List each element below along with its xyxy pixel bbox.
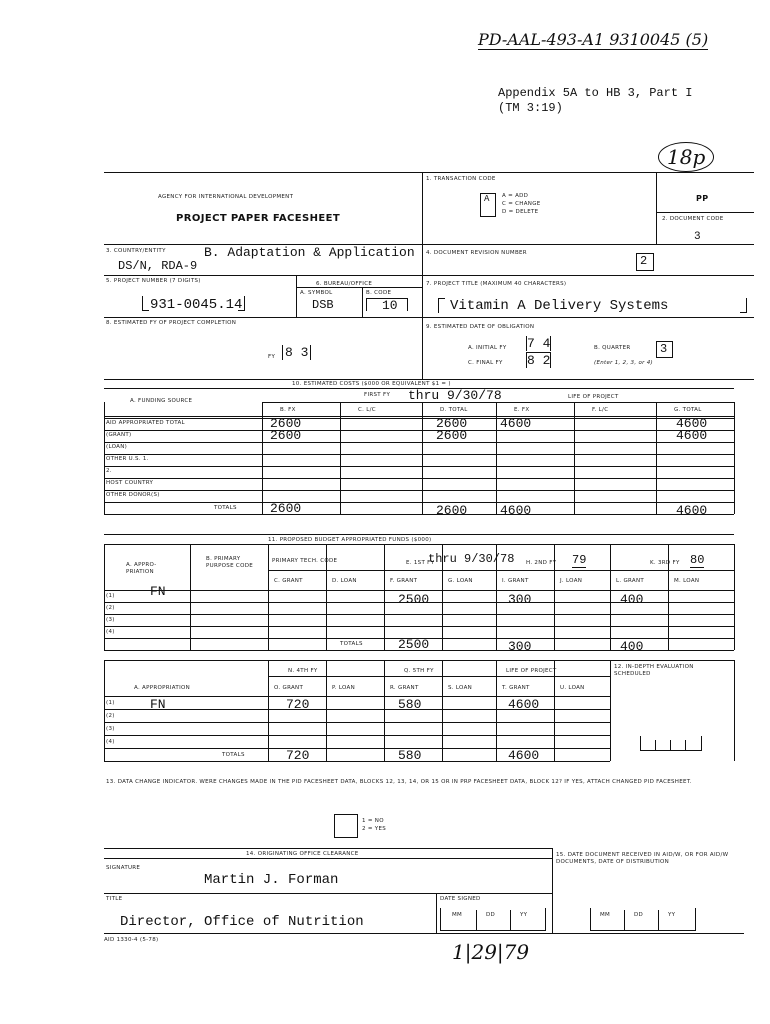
- received-mm: MM: [600, 912, 611, 918]
- budget-totals-i: 300: [508, 639, 532, 654]
- cost-col-header: E. FX: [514, 407, 530, 413]
- cost-fx: 2600: [270, 416, 302, 431]
- cost-totals-total: 2600: [436, 503, 468, 518]
- initial-fy-label: A. INITIAL FY: [468, 345, 507, 351]
- document-code-value: 3: [694, 231, 701, 243]
- budget-f-grant: 2500: [398, 592, 430, 607]
- budget-i-grant: 300: [508, 592, 532, 607]
- cost-life-total: 4600: [676, 416, 708, 431]
- budget2-r: 580: [398, 697, 422, 712]
- fy-value: 8 3: [282, 345, 311, 360]
- transaction-code-value: A: [484, 194, 490, 204]
- cost-life-fx: 4600: [500, 416, 532, 431]
- symbol-value: DSB: [312, 298, 334, 312]
- page-mark: 18p: [658, 142, 714, 172]
- cost-row-label: AID APPROPRIATED TOTAL: [106, 420, 185, 426]
- budget-second-fy-label: H. 2ND FY: [526, 560, 557, 566]
- received-dd: DD: [634, 912, 644, 918]
- budget2-totals-o: 720: [286, 748, 310, 763]
- budget-col2-header: R. GRANT: [390, 685, 419, 691]
- code-value: 10: [382, 298, 398, 313]
- change-indicator-box[interactable]: [334, 814, 358, 838]
- budget2-o: 720: [286, 697, 310, 712]
- budget-totals-l: 400: [620, 639, 644, 654]
- budget-third-fy-label: K. 3RD FY: [650, 560, 680, 566]
- budget-l-grant: 400: [620, 592, 644, 607]
- budget-col-header: I. GRANT: [502, 578, 529, 584]
- country-value-1: B. Adaptation & Application: [204, 245, 415, 260]
- cost-col-header: C. L/C: [358, 407, 376, 413]
- cost-total: 2600: [436, 428, 468, 443]
- cost-col-header: G. TOTAL: [674, 407, 702, 413]
- received-label: 15. DATE DOCUMENT RECEIVED IN AID/W, OR FOR AID/W DOCUMENTS, DATE OF DISTRIBUTION: [556, 852, 729, 865]
- est-fy-label: 8. ESTIMATED FY OF PROJECT COMPLETION: [106, 320, 237, 326]
- budget-col2-header: U. LOAN: [560, 685, 585, 691]
- form-title: PROJECT PAPER FACESHEET: [176, 213, 341, 224]
- cost-row-label: OTHER DONOR(S): [106, 492, 160, 498]
- cost-life-total: 4600: [676, 428, 708, 443]
- bureau-label: 6. BUREAU/OFFICE: [316, 281, 373, 287]
- budget-col-header: C. GRANT: [274, 578, 303, 584]
- date-signed-dd: DD: [486, 912, 496, 918]
- revision-value: 2: [640, 254, 648, 268]
- appendix-line2: (TM 3:19): [498, 101, 563, 115]
- budget-col-header: J. LOAN: [560, 578, 583, 584]
- cost-row-label: OTHER U.S. 1.: [106, 456, 149, 462]
- clearance-label: 14. ORIGINATING OFFICE CLEARANCE: [246, 851, 359, 857]
- evaluation-date-box[interactable]: [640, 736, 702, 751]
- costs-section-label: 10. ESTIMATED COSTS ($000 OR EQUIVALENT $1 = ): [292, 381, 451, 387]
- cost-row-label: HOST COUNTRY: [106, 480, 154, 486]
- budget-row-number: (2): [106, 605, 115, 611]
- budget2-row-number: (1): [106, 700, 115, 706]
- first-fy-label: FIRST FY: [364, 392, 391, 398]
- change-indicator-label: 13. DATA CHANGE INDICATOR. WERE CHANGES MADE IN THE PID FACESHEET DATA, BLOCKS 12, 13, 14, OR 15 OR IN PRP FACESHEET DATA, BLOCK 12? IF YES, ATTACH CHANGED PID FACESHEET.: [106, 779, 692, 785]
- budget-col-header: L. GRANT: [616, 578, 645, 584]
- budget-second-fy-value: 79: [572, 553, 587, 567]
- budget2-row-number: (2): [106, 713, 115, 719]
- revision-label: 4. DOCUMENT REVISION NUMBER: [426, 250, 527, 256]
- appendix-line1: Appendix 5A to HB 3, Part I: [498, 86, 693, 100]
- handwritten-date: 1|29|79: [452, 940, 530, 964]
- budget-totals-f: 2500: [398, 637, 430, 652]
- country-label: 3. COUNTRY/ENTITY: [106, 248, 166, 254]
- date-signed-label: DATE SIGNED: [440, 896, 481, 902]
- code-label: B. CODE: [366, 290, 392, 296]
- budget-col-header: F. GRANT: [390, 578, 418, 584]
- budget2-totals-r: 580: [398, 748, 422, 763]
- signature-label: SIGNATURE: [106, 865, 141, 871]
- budget-eval-label: 12. IN-DEPTH EVALUATION SCHEDULED: [614, 664, 694, 677]
- received-yy: YY: [668, 912, 676, 918]
- cost-row-label: (GRANT): [106, 432, 132, 438]
- budget-row-number: (3): [106, 617, 115, 623]
- budget-col2-header: P. LOAN: [332, 685, 356, 691]
- budget-totals-label: TOTALS: [340, 641, 363, 647]
- budget2-totals-label: TOTALS: [222, 752, 245, 758]
- initial-fy-value: 7 4: [527, 336, 551, 351]
- budget-first-fy-label: E. 1ST FY: [406, 560, 435, 566]
- budget-purpose-label: B. PRIMARY PURPOSE CODE: [206, 556, 254, 569]
- final-fy-value: 8 2: [527, 353, 551, 368]
- pp-label: PP: [696, 194, 709, 203]
- cost-totals-life-fx: 4600: [500, 503, 532, 518]
- budget-col-header: M. LOAN: [674, 578, 700, 584]
- cost-totals-fx: 2600: [270, 501, 302, 516]
- change-option-no: 1 = NO: [362, 818, 384, 824]
- budget-section-label: 11. PROPOSED BUDGET APPROPRIATED FUNDS ($000): [268, 537, 432, 543]
- project-number-label: 5. PROJECT NUMBER (7 DIGITS): [106, 278, 201, 284]
- signature-value: Martin J. Forman: [204, 872, 339, 888]
- cost-totals-label: TOTALS: [214, 505, 237, 511]
- budget2-row-number: (3): [106, 726, 115, 732]
- budget-col-header: G. LOAN: [448, 578, 473, 584]
- cost-totals-life-total: 4600: [676, 503, 708, 518]
- budget-third-fy-value: 80: [690, 553, 705, 567]
- symbol-label: A. SYMBOL: [300, 290, 333, 296]
- final-fy-label: C. FINAL FY: [468, 360, 503, 366]
- budget-col-header: D. LOAN: [332, 578, 357, 584]
- cost-total: 2600: [436, 416, 468, 431]
- budget-col2-header: O. GRANT: [274, 685, 304, 691]
- title-label: TITLE: [106, 896, 123, 902]
- budget-tech-code-label: PRIMARY TECH. CODE: [272, 558, 338, 564]
- budget-appropriation-label: A. APPRO- PRIATION: [126, 562, 157, 575]
- budget-fifth-fy-label: Q. 5TH FY: [404, 668, 434, 674]
- budget2-row-number: (4): [106, 739, 115, 745]
- transaction-option-a: A = ADD: [502, 193, 529, 199]
- budget-row-number: (1): [106, 593, 115, 599]
- quarter-label: B. QUARTER: [594, 345, 631, 351]
- fy-label: FY: [268, 354, 276, 360]
- budget-fourth-fy-label: N. 4TH FY: [288, 668, 318, 674]
- budget-col2-header: S. LOAN: [448, 685, 473, 691]
- change-option-yes: 2 = YES: [362, 826, 387, 832]
- date-signed-mm: MM: [452, 912, 463, 918]
- project-number-value: 931-0045.14: [150, 297, 243, 313]
- budget-life2-label: LIFE OF PROJECT: [506, 668, 557, 674]
- transaction-code-label: 1. TRANSACTION CODE: [426, 176, 496, 182]
- title-value: Director, Office of Nutrition: [120, 914, 364, 930]
- country-value-2: DS/N, RDA-9: [118, 259, 198, 273]
- quarter-hint: (Enter 1, 2, 3, or 4): [594, 360, 653, 366]
- budget-appr: FN: [150, 584, 166, 599]
- handwritten-reference: PD-AAL-493-A1 9310045 (5): [478, 30, 709, 49]
- budget-col2-header: T. GRANT: [502, 685, 530, 691]
- funding-source-label: A. FUNDING SOURCE: [130, 398, 193, 404]
- cost-row-label: (LOAN): [106, 444, 128, 450]
- budget-appropriation2-label: A. APPROPRIATION: [134, 685, 191, 691]
- cost-col-header: B. FX: [280, 407, 296, 413]
- budget-first-fy-value: thru 9/30/78: [428, 552, 515, 566]
- first-fy-value: thru 9/30/78: [408, 388, 502, 403]
- budget2-totals-t: 4600: [508, 748, 540, 763]
- project-title-value: Vitamin A Delivery Systems: [450, 298, 669, 314]
- cost-row-label: 2.: [106, 468, 112, 474]
- life-of-project-label: LIFE OF PROJECT: [568, 394, 619, 400]
- budget2-t: 4600: [508, 697, 540, 712]
- document-code-label: 2. DOCUMENT CODE: [662, 216, 724, 222]
- cost-fx: 2600: [270, 428, 302, 443]
- budget2-appr: FN: [150, 697, 166, 712]
- transaction-option-c: C = CHANGE: [502, 201, 541, 207]
- form-number: AID 1330-4 (5-78): [104, 937, 159, 943]
- quarter-value: 3: [660, 342, 668, 356]
- agency-label: AGENCY FOR INTERNATIONAL DEVELOPMENT: [158, 194, 294, 200]
- cost-col-header: F. L/C: [592, 407, 609, 413]
- project-title-label: 7. PROJECT TITLE (MAXIMUM 40 CHARACTERS): [426, 281, 567, 287]
- transaction-option-d: D = DELETE: [502, 209, 539, 215]
- cost-col-header: D. TOTAL: [440, 407, 468, 413]
- budget-row-number: (4): [106, 629, 115, 635]
- obligation-label: 9. ESTIMATED DATE OF OBLIGATION: [426, 324, 535, 330]
- date-signed-yy: YY: [520, 912, 528, 918]
